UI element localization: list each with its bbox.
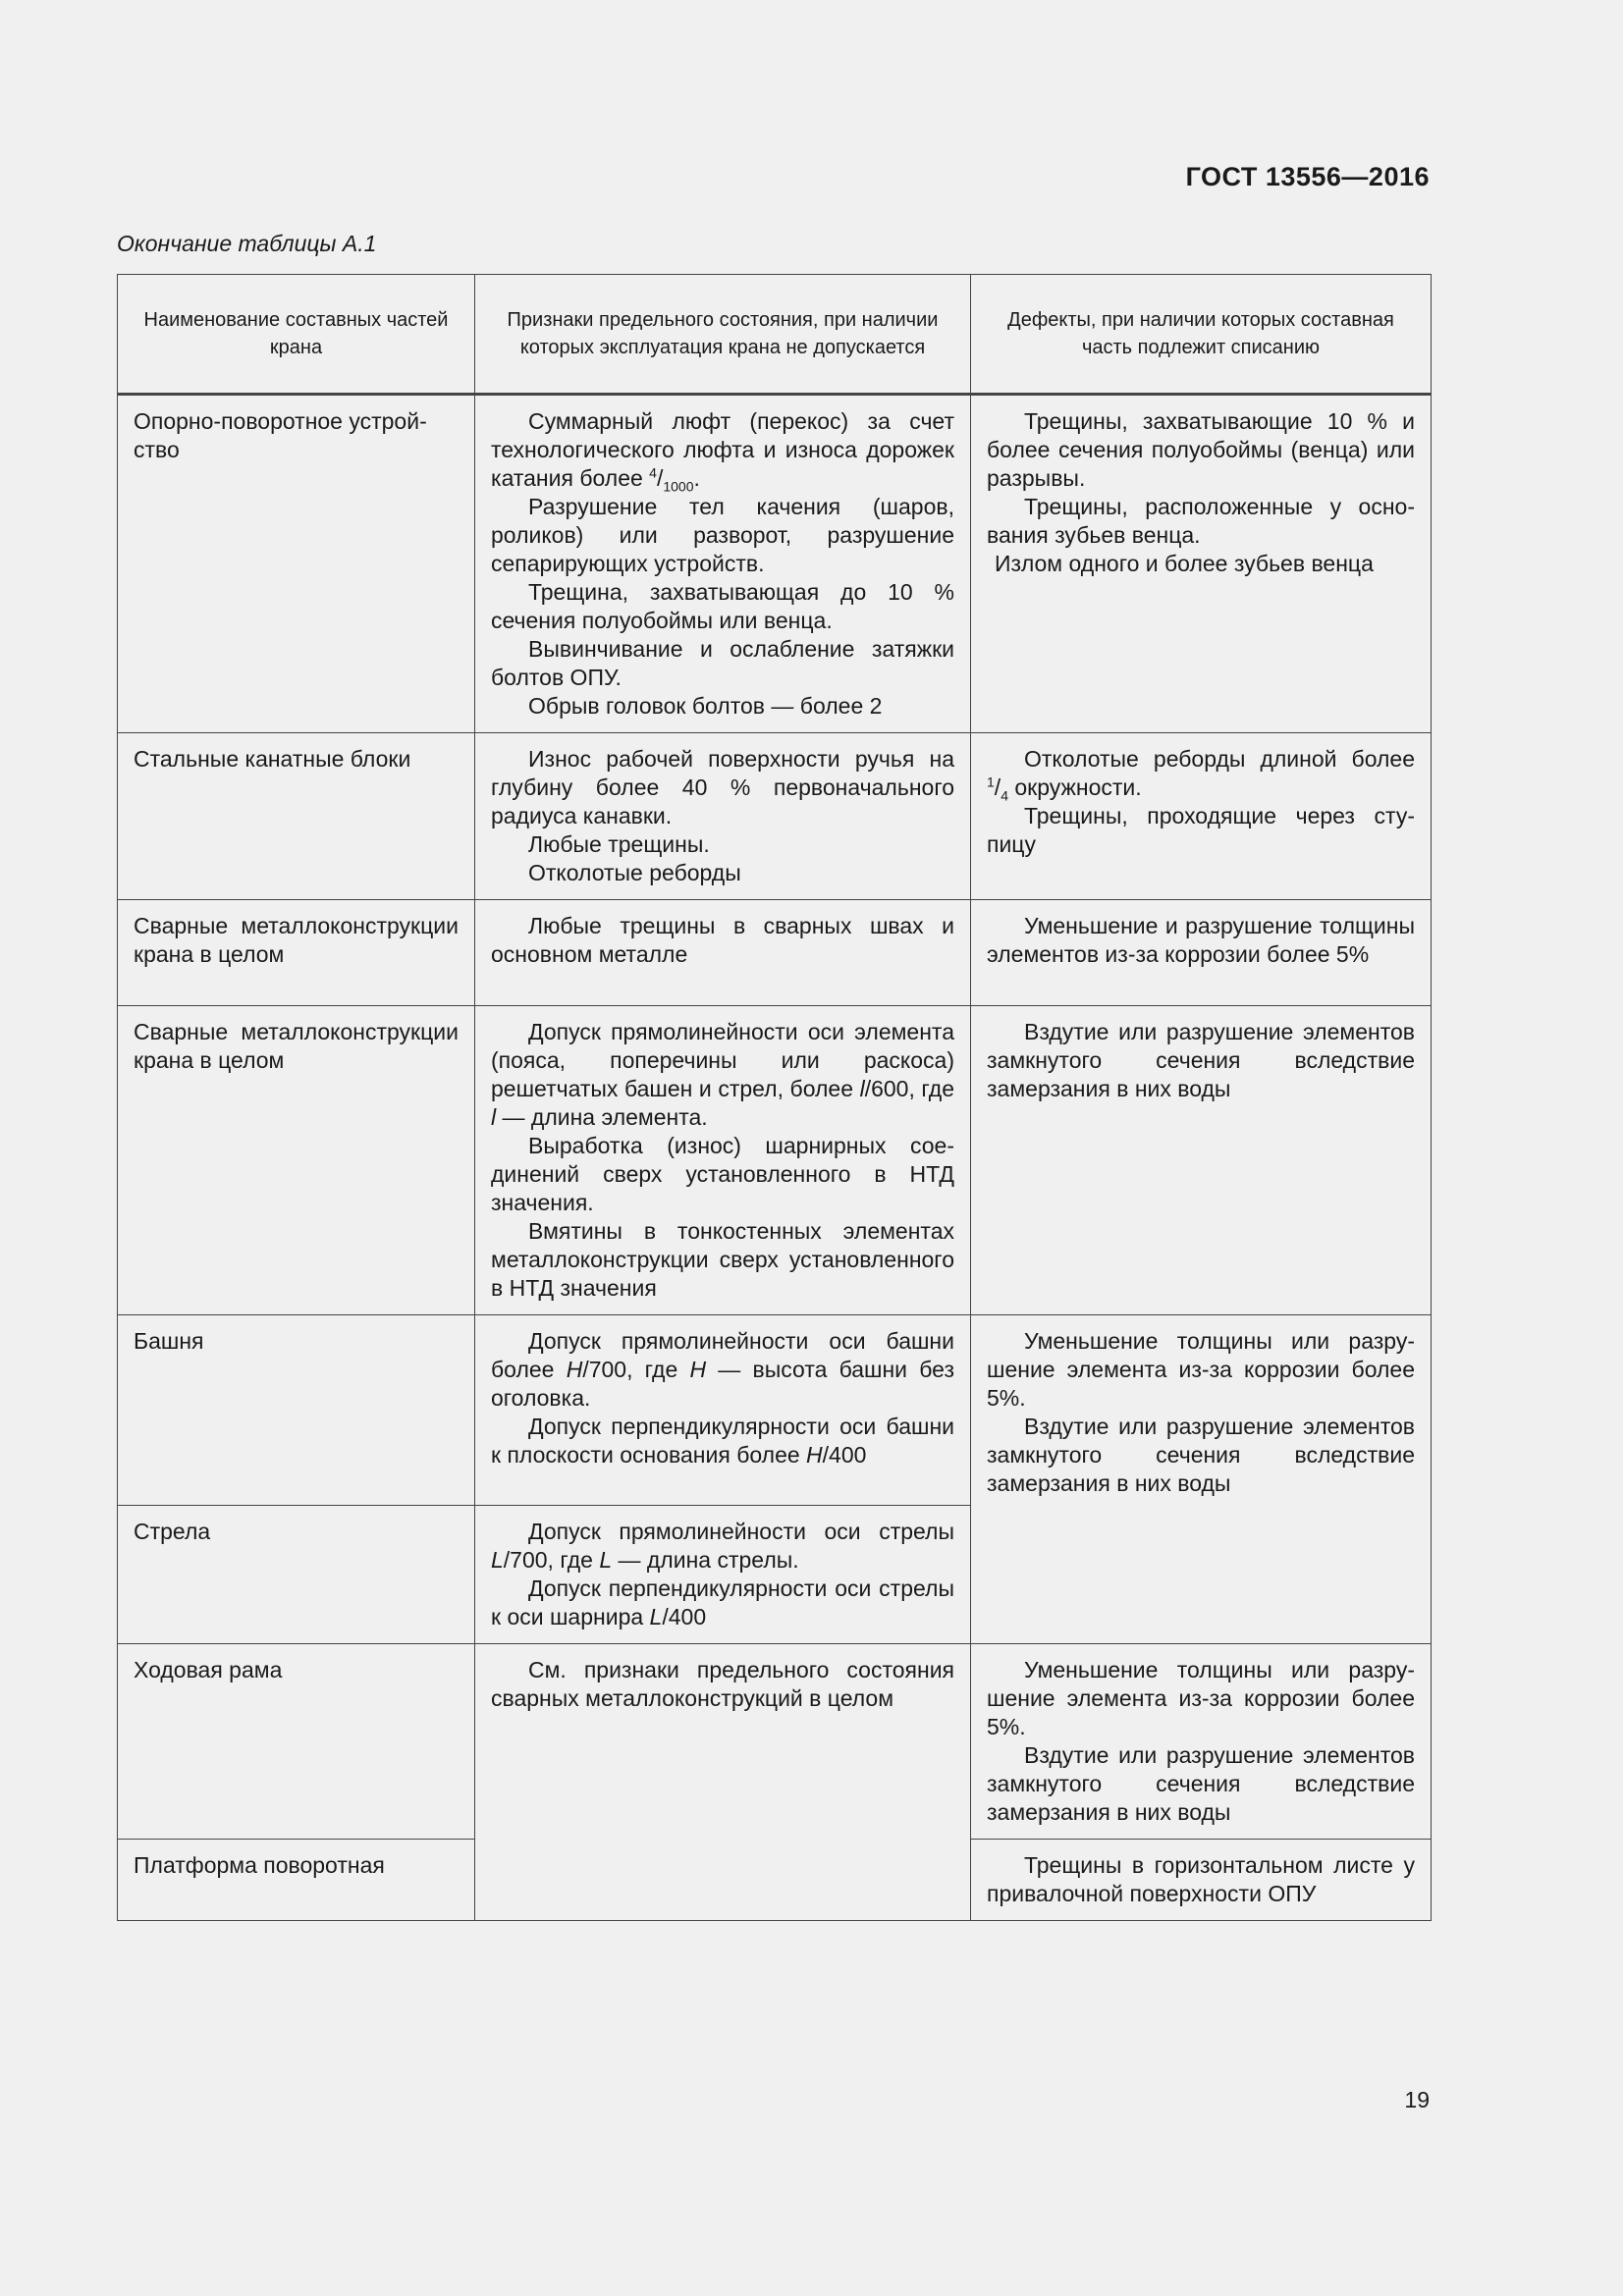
cell-defects [971,1006,1432,1315]
cell-defects [971,1315,1432,1644]
cell-component-name: Стальные канатные блоки [118,733,475,900]
table-header-row [118,275,1432,395]
cell-component-name: Сварные металлоконструкции крана в целом [118,1006,475,1315]
table-row [118,1644,1432,1840]
cell-limit-state [475,1506,971,1644]
cell-component-name: Башня [118,1315,475,1506]
limit-text: Трещина, захватывающая до 10 % сечения полуобоймы или венца. [491,579,954,633]
defect-text: Трещины, проходящие через ступицу [987,803,1415,857]
cell-component-name: Платформа поворотная [118,1840,475,1921]
defect-text: Вздутие или разрушение элементов замкнутого сечения вследствие замерзания в них воды [987,1742,1415,1825]
page-number: 19 [1404,2087,1430,2112]
defect-text: Излом одного и более зубьев венца [995,551,1374,576]
cell-component-name: Сварные металлоконструкции крана в целом [118,900,475,1006]
defect-text: Вздутие или разрушение элементов замкнутого сечения вследствие замерзания в них воды [987,1414,1415,1496]
cell-defects [971,900,1432,1006]
defect-text: Трещины, расположенные у основания зубьев венца. [987,494,1415,548]
table-row [118,395,1432,733]
limit-text: Любые трещины. [528,831,710,857]
limit-text: Обрыв головок болтов — более 2 [528,693,883,719]
defect-text: Вздутие или разрушение элементов замкнутого сечения вследствие замерзания в них воды [987,1019,1415,1101]
cell-limit-state [475,900,971,1006]
cell-limit-state [475,1315,971,1506]
cell-defects [971,395,1432,733]
table-row [118,1315,1432,1506]
defect-text: Уменьшение толщины или разрушение элемента из-за коррозии более 5%. [987,1328,1415,1411]
limit-text: Износ рабочей поверхности ручья на глубину более 40 % первоначального радиуса канавки. [491,746,954,828]
limit-text: Суммарный люфт (перекос) за счет технологического люфта и износа дорожек катания более $^4/_{1000}$. [491,408,954,495]
table-row [118,733,1432,900]
cell-defects [971,1644,1432,1840]
header-component-name: Наименование составных частей крана [118,275,475,395]
table-row [118,900,1432,1006]
cell-defects [971,1840,1432,1921]
limit-text: Любые трещины в сварных швах и основном металле [491,913,954,967]
header-defects: Дефекты, при наличии которых составная часть подлежит списанию [971,275,1432,395]
limit-text: Выработка (износ) шарнирных соединений сверх установленного в НТД значения. [491,1133,954,1215]
table-caption: Окончание таблицы А.1 [117,231,377,256]
defect-text: Уменьшение и разрушение толщины элементов из-за коррозии более 5% [987,913,1415,967]
limit-text: Допуск прямолинейности оси элемента (пояса, поперечины или раскоса) решетчатых башен и стрел, более l/600, где l — длина элемента. [491,1019,954,1130]
defect-text: Отколотые реборды длиной более $^1/_4$ окружности. [987,746,1415,804]
cell-component-name: Опорно-поворотное устройство [118,395,475,733]
limit-text: Вмятины в тонкостенных элементах металлоконструкции сверх установленного в НТД значения [491,1218,954,1301]
header-limit-state: Признаки предельного состояния, при наличии которых эксплуатация крана не допускается [475,275,971,395]
cell-limit-state [475,733,971,900]
limit-text: Вывинчивание и ослабление затяжки болтов ОПУ. [491,636,954,690]
defects-table [117,274,1432,1921]
defect-text: Уменьшение толщины или разрушение элемента из-за коррозии более 5%. [987,1657,1415,1739]
limit-text: Допуск прямолинейности оси стрелы L/700, где L — длина стрелы. [491,1519,954,1573]
table-row [118,1006,1432,1315]
limit-text: Допуск перпендикулярности оси стрелы к оси шарнира L/400 [491,1575,954,1629]
cell-limit-state [475,395,971,733]
limit-text: Допуск прямолинейности оси башни более H/700, где H — высота башни без оголовка. [491,1328,954,1411]
limit-text: См. признаки предельного состояния сварных металлоконструкций в целом [491,1657,954,1711]
cell-defects [971,733,1432,900]
defect-text: Трещины в горизонтальном листе у привалочной поверхности ОПУ [987,1852,1415,1906]
defect-text: Трещины, захватывающие 10 % и более сечения полуобоймы (венца) или разрывы. [987,408,1415,491]
document-code: ГОСТ 13556—2016 [1185,162,1430,191]
limit-text: Отколотые реборды [528,860,741,885]
limit-text: Допуск перпендикулярности оси башни к плоскости основания более H/400 [491,1414,954,1468]
cell-limit-state [475,1006,971,1315]
cell-component-name: Ходовая рама [118,1644,475,1840]
cell-component-name: Стрела [118,1506,475,1644]
cell-limit-state [475,1644,971,1921]
limit-text: Разрушение тел качения (шаров, роликов) или разворот, разрушение сепарирующих устройств. [491,494,954,576]
